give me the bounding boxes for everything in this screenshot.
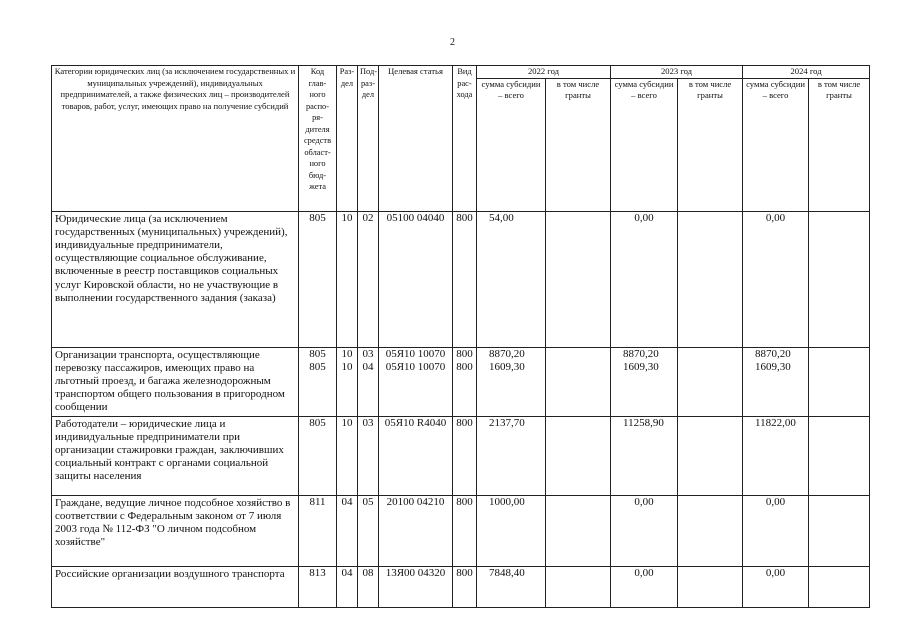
header-sum-2022: сумма субсидии – всего [477, 78, 546, 211]
row-grants-2024 [809, 495, 870, 566]
row-expense: 800 [453, 211, 477, 347]
table-row [52, 566, 870, 607]
row-grants-2024 [809, 211, 870, 347]
row-target: 05100 04040 [379, 211, 453, 347]
row-target: 13Я00 04320 [379, 566, 453, 607]
table-header [52, 66, 870, 212]
header-expense-type: Вид рас-хода [453, 66, 477, 212]
row-sum-2023: 0,00 [611, 495, 678, 566]
row-section: 04 [337, 566, 358, 607]
row-grants-2023 [678, 416, 743, 495]
row-sum-2022: 7848,40 [477, 566, 546, 607]
row-category: Организации транспорта, осуществляющие перевозку пассажиров, имеющих право на льготный проезд, и багажа железнодорожным транспортом общего пользования в пригородном сообщении [52, 347, 299, 416]
row-grants-2023 [678, 495, 743, 566]
row-section: 10 [337, 416, 358, 495]
table-row [52, 347, 870, 416]
header-year-2024: 2024 год [743, 66, 870, 79]
row-code: 813 [299, 566, 337, 607]
row-subsection: 03 [358, 416, 379, 495]
row-target: 20100 04210 [379, 495, 453, 566]
row-grants-2023 [678, 347, 743, 416]
table-row [52, 416, 870, 495]
row-subsection: 08 [358, 566, 379, 607]
row-expense: 800 [453, 416, 477, 495]
line-section: 10 [341, 360, 353, 373]
header-subsection: Под-раз-дел [358, 66, 379, 212]
row-sum-2024: 0,00 [743, 495, 809, 566]
row-grants-2022 [546, 347, 611, 416]
row-grants-2023 [678, 566, 743, 607]
table-row [52, 495, 870, 566]
row-subsection: 05 [358, 495, 379, 566]
line-subsection: 03 [362, 347, 374, 360]
line-sum-2023: 1609,30 [623, 360, 659, 373]
header-section: Раз-дел [337, 66, 358, 212]
subsidy-table [51, 65, 870, 608]
row-grants-2024 [809, 566, 870, 607]
line-expense: 800 [456, 360, 473, 373]
line-sum-2024: 1609,30 [755, 360, 791, 373]
row-sum-2024 [743, 347, 809, 416]
row-expense: 800 [453, 566, 477, 607]
row-category: Работодатели – юридические лица и индивидуальные предприниматели при организации стажировки граждан, заключивших социальный контракт с органами социальной защиты населения [52, 416, 299, 495]
row-grants-2022 [546, 566, 611, 607]
row-grants-2023 [678, 211, 743, 347]
row-sum-2022 [477, 347, 546, 416]
header-target: Целевая статья [379, 66, 453, 212]
row-category: Российские организации воздушного транспорта [52, 566, 299, 607]
row-section: 04 [337, 495, 358, 566]
row-sum-2022: 2137,70 [477, 416, 546, 495]
row-sum-2024: 11822,00 [743, 416, 809, 495]
line-sum-2022: 8870,20 [489, 347, 525, 360]
row-target: 05Я10 R4040 [379, 416, 453, 495]
line-subsection: 04 [362, 360, 374, 373]
header-grants-2022: в том числе гранты [546, 78, 611, 211]
line-sum-2024: 8870,20 [755, 347, 791, 360]
row-sum-2023 [611, 347, 678, 416]
line-expense: 800 [456, 347, 473, 360]
line-target: 05Я10 10070 [385, 347, 446, 360]
row-grants-2022 [546, 495, 611, 566]
line-sum-2022: 1609,30 [489, 360, 525, 373]
row-sum-2024: 0,00 [743, 566, 809, 607]
header-category: Категории юридических лиц (за исключением государственных и муниципальных учреждений), индивидуальных предпринимателей, а также физических лиц – производителей товаров, работ, услуг, имеющих право на получение субсидий [52, 66, 299, 212]
row-grants-2024 [809, 416, 870, 495]
header-sum-2024: сумма субсидии – всего [743, 78, 809, 211]
row-code [299, 347, 337, 416]
line-code: 805 [309, 347, 326, 360]
row-subsection: 02 [358, 211, 379, 347]
row-section: 10 [337, 211, 358, 347]
line-code: 805 [309, 360, 326, 373]
row-section [337, 347, 358, 416]
row-sum-2023: 0,00 [611, 566, 678, 607]
row-code: 805 [299, 211, 337, 347]
row-sum-2022: 54,00 [477, 211, 546, 347]
row-code: 811 [299, 495, 337, 566]
line-sum-2023: 8870,20 [623, 347, 659, 360]
row-expense: 800 [453, 495, 477, 566]
line-section: 10 [341, 347, 353, 360]
page-number: 2 [450, 37, 455, 48]
header-code: Код глав-ного распо-ря-дителя средств област-ного бюд-жета [299, 66, 337, 212]
header-year-2022: 2022 год [477, 66, 611, 79]
row-sum-2024: 0,00 [743, 211, 809, 347]
line-target: 05Я10 10070 [385, 360, 446, 373]
row-sum-2023: 0,00 [611, 211, 678, 347]
row-category: Юридические лица (за исключением государственных (муниципальных) учреждений), индивидуальные предприниматели, осуществляющие социальное обслуживание, включенные в реестр поставщиков социальных услуг Кировской области, но не участвующие в выполнении государственного задания (заказа) [52, 211, 299, 347]
row-grants-2022 [546, 211, 611, 347]
table-row [52, 211, 870, 347]
row-grants-2022 [546, 416, 611, 495]
row-subsection [358, 347, 379, 416]
header-grants-2024: в том числе гранты [809, 78, 870, 211]
header-sum-2023: сумма субсидии – всего [611, 78, 678, 211]
row-expense [453, 347, 477, 416]
row-sum-2023: 11258,90 [611, 416, 678, 495]
row-sum-2022: 1000,00 [477, 495, 546, 566]
row-grants-2024 [809, 347, 870, 416]
row-target [379, 347, 453, 416]
row-code: 805 [299, 416, 337, 495]
row-category: Граждане, ведущие личное подсобное хозяйство в соответствии с Федеральным законом от 7 июля 2003 года № 112-ФЗ "О личном подсобном хозяйстве" [52, 495, 299, 566]
header-year-2023: 2023 год [611, 66, 743, 79]
header-grants-2023: в том числе гранты [678, 78, 743, 211]
